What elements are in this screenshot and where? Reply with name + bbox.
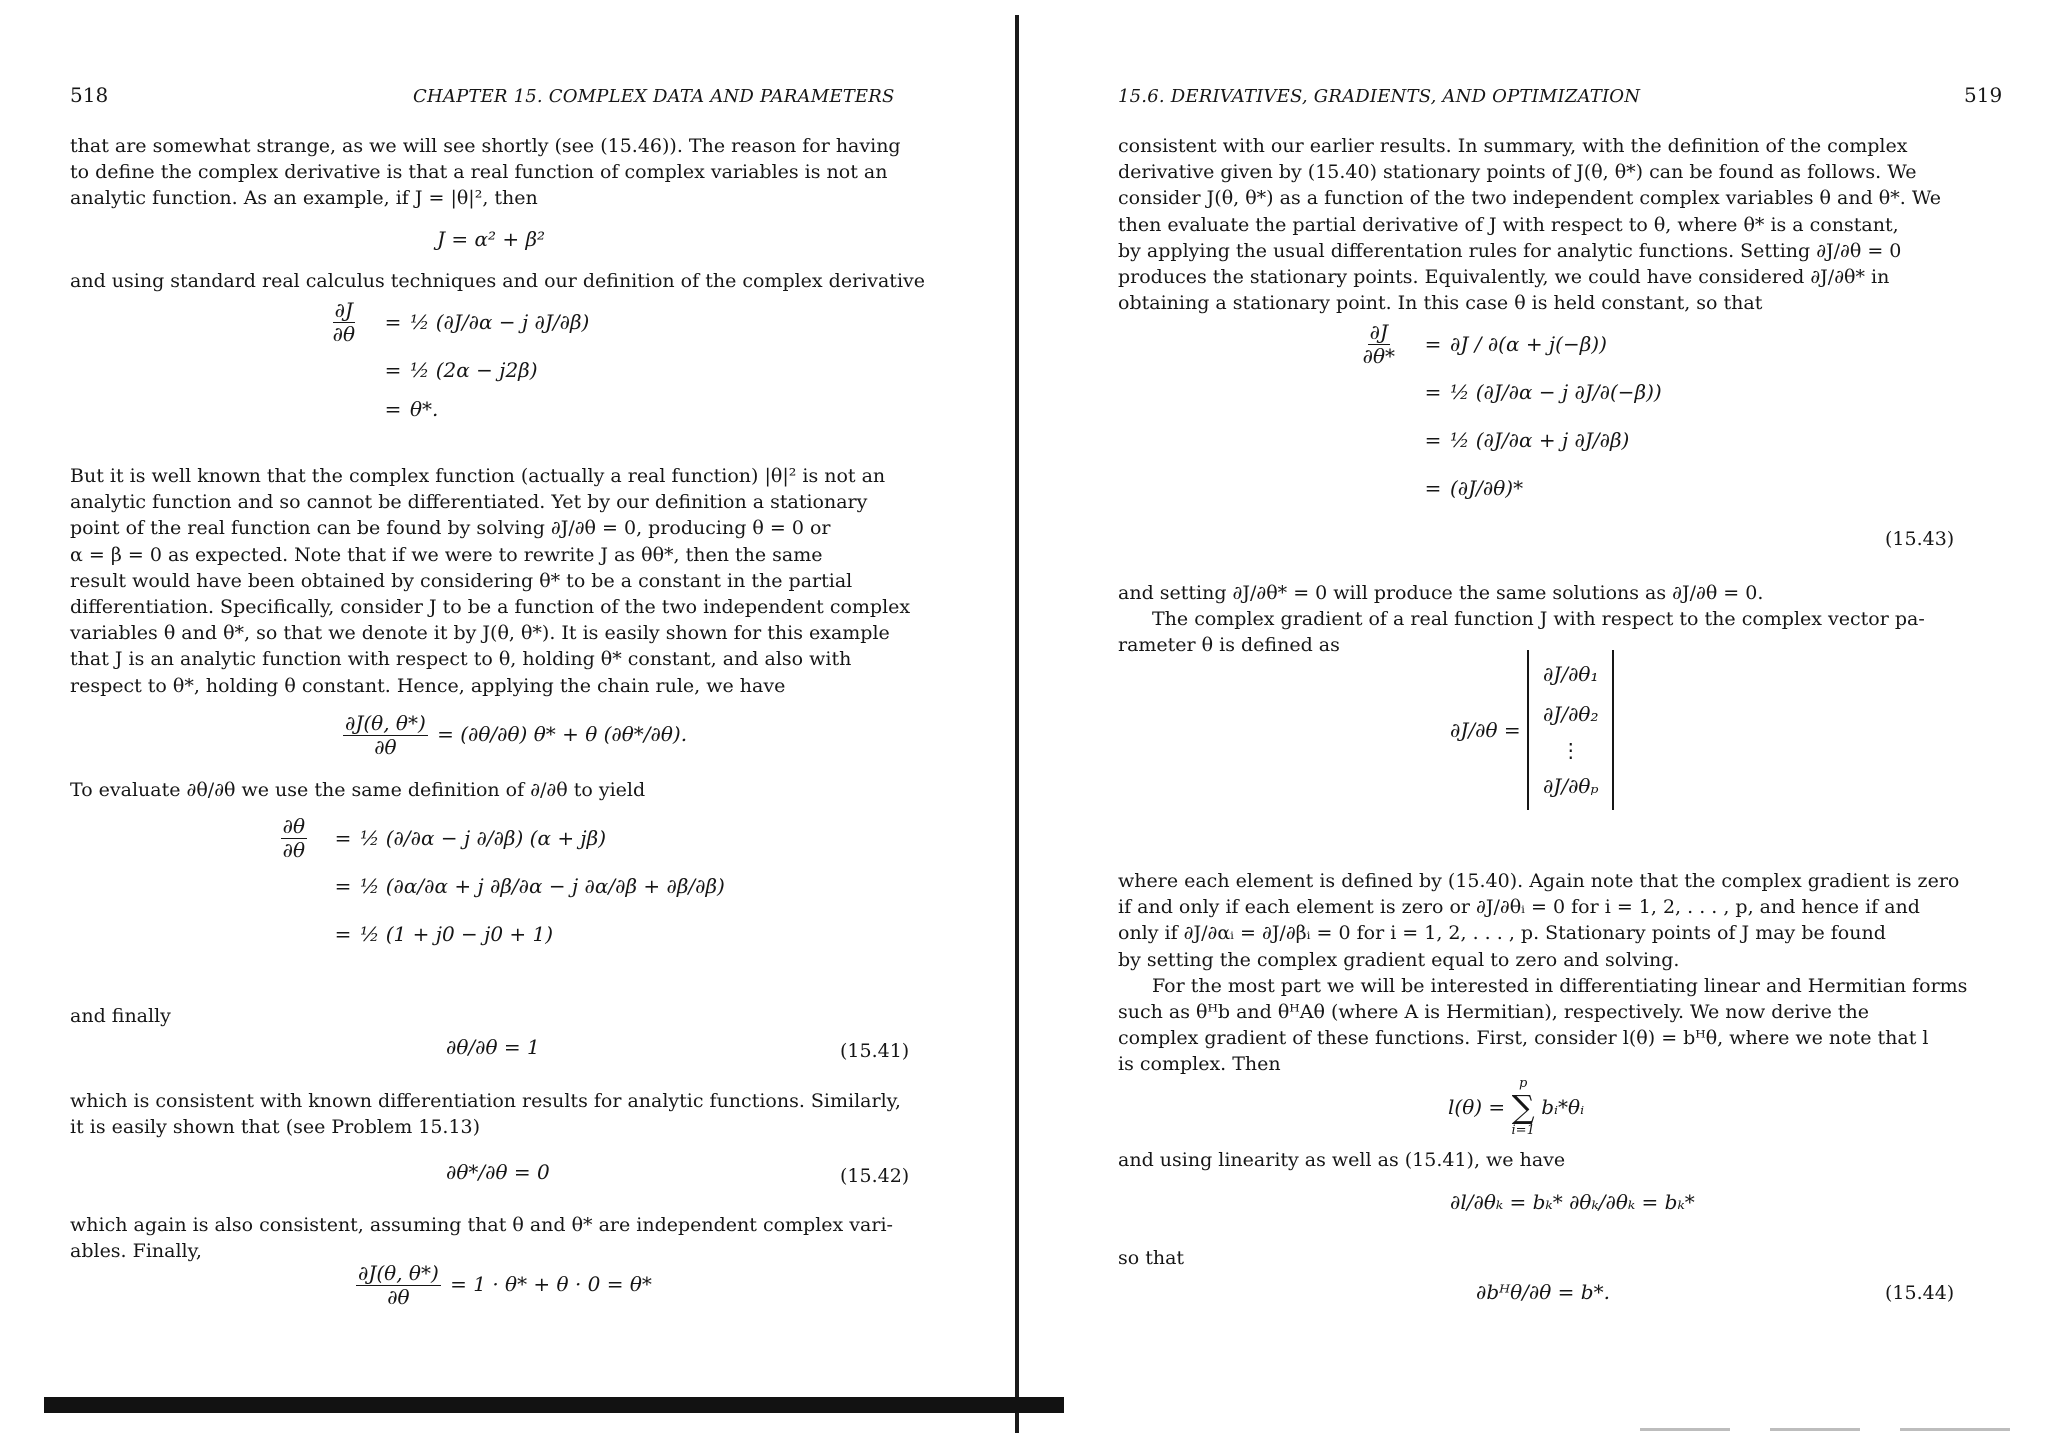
text-line: consistent with our earlier results. In summary, with the definition of the complex [1118, 135, 1908, 157]
running-head: CHAPTER 15. COMPLEX DATA AND PARAMETERS [413, 86, 895, 107]
paragraph [70, 268, 925, 294]
text-line: and setting ∂J/∂θ* = 0 will produce the same solutions as ∂J/∂θ = 0. [1118, 582, 1764, 604]
equation-block: $\frac{\partial J}{\partial\theta}$ = ½ (∂J/∂α − j ∂J/∂β) = ½ (2α − j2β) = θ*. [332, 297, 590, 421]
equation: ∂bᴴθ/∂θ = b*. [1476, 1280, 1610, 1304]
text-line: respect to θ*, holding θ constant. Hence, applying the chain rule, we have [70, 674, 786, 697]
text-line: But it is well known that the complex function (actually a real function) |θ|² is not an [70, 465, 886, 487]
text-line: and finally [70, 1005, 171, 1027]
equation-number: (15.44) [1885, 1282, 1955, 1304]
equation-line: ½ (∂/∂α − j ∂/∂β) (α + jβ) [360, 826, 606, 850]
equation-block: $\frac{\partial J}{\partial\theta*}$ = ∂J / ∂(α + j(−β)) = ½ (∂J/∂α − j ∂J/∂(−β)) = ½ (∂J/∂α + j ∂J/∂β) = (∂J/∂θ)* [1362, 319, 1662, 500]
text-line: differentiation. Specifically, consider J to be a function of the two independent complex [70, 596, 911, 619]
text-line: that are somewhat strange, as we will see shortly (see (15.46)). The reason for having [70, 135, 901, 157]
equation: $\frac{\partial J(\theta, \theta*)}{\partial\theta}$ = (∂θ/∂θ) θ* + θ (∂θ*/∂θ). [345, 711, 688, 759]
text-line: which is consistent with known differentiation results for analytic functions. Similarly, [70, 1090, 901, 1112]
equation-line: ½ (∂J/∂α − j ∂J/∂(−β)) [1450, 380, 1662, 404]
text-line: consider J(θ, θ*) as a function of the two independent complex variables θ and θ*. We [1118, 187, 1942, 210]
text-line: result would have been obtained by considering θ* to be a constant in the partial [70, 569, 853, 592]
text-line: then evaluate the partial derivative of J with respect to θ, where θ* is a constant, [1118, 213, 1899, 236]
paragraph [70, 1088, 922, 1140]
text-line: produces the stationary points. Equivalently, we could have considered ∂J/∂θ* in [1118, 266, 1890, 289]
equation: ∂θ/∂θ = 1 [446, 1035, 540, 1059]
gradient-matrix: ∂J/∂θ₁ ∂J/∂θ₂ ⋮ ∂J/∂θₚ [1527, 650, 1615, 810]
text-line: to define the complex derivative is that a real function of complex variables is not an [70, 161, 888, 184]
equation-line: ½ (∂α/∂α + j ∂β/∂α − j ∂α/∂β + ∂β/∂β) [360, 874, 725, 898]
text-line: analytic function and so cannot be differentiated. Yet by our definition a stationary [70, 491, 868, 514]
paragraph [1118, 1245, 1318, 1271]
text-line: For the most part we will be interested in differentiating linear and Hermitian forms [1152, 974, 1968, 997]
text-line: analytic function. As an example, if J = |θ|², then [70, 187, 538, 210]
text-line: by applying the usual differentation rules for analytic functions. Setting ∂J/∂θ = 0 [1118, 239, 1902, 262]
text-line: that J is an analytic function with respect to θ, holding θ* constant, and also with [70, 648, 852, 671]
sum-equation: l(θ) = p ∑ i=1 bᵢ*θᵢ [1448, 1076, 1585, 1138]
text-line: it is easily shown that (see Problem 15.13) [70, 1116, 481, 1139]
text-line: derivative given by (15.40) stationary points of J(θ, θ*) can be found as follows. We [1118, 161, 1917, 184]
text-line: To evaluate ∂θ/∂θ we use the same definition of ∂/∂θ to yield [70, 779, 646, 801]
text-line: if and only if each element is zero or ∂J/∂θᵢ = 0 for i = 1, 2, . . . , p, and hence if and [1118, 896, 1920, 919]
gradient-equation: ∂J/∂θ = ∂J/∂θ₁ ∂J/∂θ₂ ⋮ ∂J/∂θₚ [1450, 650, 1614, 810]
text-line: point of the real function can be found by solving ∂J/∂θ = 0, producing θ = 0 or [70, 517, 831, 540]
paragraph [70, 133, 922, 212]
left-page [0, 0, 1020, 1446]
paragraph [1118, 868, 1978, 1078]
right-page [1020, 0, 2048, 1446]
text-line: The complex gradient of a real function J with respect to the complex vector pa- [1152, 608, 1925, 631]
equation: $\frac{\partial J(\theta, \theta*)}{\partial\theta}$ = 1 · θ* + θ · 0 = θ* [358, 1261, 652, 1309]
paragraph [1118, 1147, 1978, 1173]
equation-line: (∂J/∂θ)* [1450, 476, 1524, 500]
equation: ∂θ*/∂θ = 0 [446, 1160, 550, 1184]
equation-block: $\frac{\partial\theta}{\partial\theta}$ = ½ (∂/∂α − j ∂/∂β) (α + jβ) = ½ (∂α/∂α + j ∂β/∂α − j ∂α/∂β + ∂β/∂β) = ½ (1 + j0 − j0 + 1) [282, 813, 725, 946]
page-number: 519 [1964, 83, 2003, 107]
equation-line: ½ (1 + j0 − j0 + 1) [360, 922, 554, 946]
text-line: α = β = 0 as expected. Note that if we were to rewrite J as θθ*, then the same [70, 543, 823, 566]
equation-number: (15.41) [840, 1040, 910, 1062]
text-line: obtaining a stationary point. In this case θ is held constant, so that [1118, 292, 1763, 315]
text-line: ables. Finally, [70, 1240, 202, 1263]
text-line: such as θᴴb and θᴴAθ (where A is Hermitian), respectively. We now derive the [1118, 1001, 1869, 1024]
paragraph [70, 1003, 270, 1029]
equation-line: ½ (∂J/∂α + j ∂J/∂β) [1450, 428, 1630, 452]
paragraph [70, 1212, 922, 1264]
text-line: by setting the complex gradient equal to zero and solving. [1118, 948, 1680, 971]
equation-number: (15.43) [1885, 528, 1955, 550]
paragraph [70, 777, 922, 803]
text-line: variables θ and θ*, so that we denote it by J(θ, θ*). It is easily shown for this example [70, 622, 890, 645]
text-line: rameter θ is defined as [1118, 634, 1340, 657]
equation-number: (15.42) [840, 1165, 910, 1187]
paragraph [1118, 133, 1978, 316]
text-line: so that [1118, 1247, 1185, 1269]
equation-line: ½ (∂J/∂α − j ∂J/∂β) [410, 310, 590, 334]
equation-line: ½ (2α − j2β) [410, 358, 538, 382]
text-line: and using linearity as well as (15.41), we have [1118, 1149, 1566, 1171]
equation-line: θ*. [410, 397, 439, 421]
text-line: which again is also consistent, assuming that θ and θ* are independent complex vari- [70, 1214, 893, 1236]
running-head: 15.6. DERIVATIVES, GRADIENTS, AND OPTIMIZATION [1118, 86, 1641, 107]
paragraph [70, 463, 922, 699]
text-line: only if ∂J/∂αᵢ = ∂J/∂βᵢ = 0 for i = 1, 2, . . . , p. Stationary points of J may be found [1118, 922, 1886, 945]
equation: ∂l/∂θₖ = bₖ* ∂θₖ/∂θₖ = bₖ* [1450, 1190, 1695, 1214]
text-line: where each element is defined by (15.40). Again note that the complex gradient is zero [1118, 870, 1960, 892]
paragraph [1118, 580, 1978, 659]
equation-line: ∂J / ∂(α + j(−β)) [1450, 332, 1607, 356]
page-number: 518 [70, 83, 109, 107]
text-line: and using standard real calculus techniques and our definition of the complex derivative [70, 270, 925, 292]
equation: J = α² + β² [437, 227, 546, 251]
text-line: is complex. Then [1118, 1053, 1281, 1076]
text-line: complex gradient of these functions. First, consider l(θ) = bᴴθ, where we note that l [1118, 1027, 1929, 1050]
